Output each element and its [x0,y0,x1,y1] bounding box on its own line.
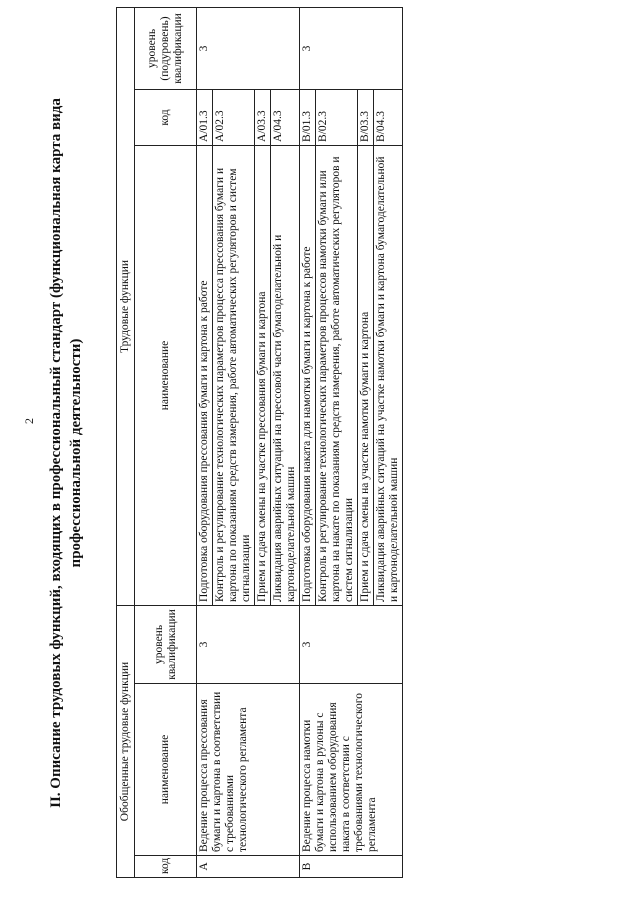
group-name: Ведение процесса прессования бумаги и картона в соответствии с требованиями технологического регламента [197,684,300,856]
generalized-functions-header: Обобщенные трудовые функции [117,605,135,877]
function-name: Ликвидация аварийных ситуаций на прессовой части бумагоделательной и картоноделательной машин [271,145,300,605]
function-name: Подготовка оборудования прессования бумаги и картона к работе [197,145,213,605]
code-header: код [135,856,197,878]
function-code-header: код [135,89,197,145]
group-code: A [197,856,300,878]
table-row [300,7,316,877]
heading-line-2: профессиональной деятельности) [68,338,84,568]
group-code: B [300,856,403,878]
function-code: B/01.3 [300,89,316,145]
function-sublevel: 3 [300,7,403,89]
functional-map-table [116,7,403,878]
function-code: B/04.3 [374,89,403,145]
function-name: Контроль и регулирование технологических параметров процессов намотки бумаги или картона на накате по показаниям средств измерения, работе автоматических регуляторов и систем сигнализации [316,145,358,605]
labor-functions-header: Трудовые функции [117,7,135,605]
table-row [197,7,213,877]
function-name: Ликвидация аварийных ситуаций на участке намотки бумаги и картона бумагоделательной и картоноделательной машин [374,145,403,605]
function-name: Прием и сдача смены на участке намотки бумаги и картона [358,145,374,605]
function-name: Прием и сдача смены на участке прессования бумаги и картона [255,145,271,605]
header-row-2 [135,7,197,877]
section-heading [18,13,98,893]
function-code: A/01.3 [197,89,213,145]
function-name: Подготовка оборудования наката для намотки бумаги и картона к работе [300,145,316,605]
function-code: B/02.3 [316,89,358,145]
page-number: 2 [22,418,36,424]
function-code: A/04.3 [271,89,300,145]
sublevel-header: уровень (подуровень) квалификации [135,7,197,89]
function-sublevel: 3 [197,7,300,89]
function-name: Контроль и регулирование технологических параметров процесса прессования бумаги и картона по показаниям средств измерения, работе автоматических регуляторов и систем сигнализации [213,145,255,605]
function-code: A/02.3 [213,89,255,145]
function-code: A/03.3 [255,89,271,145]
function-name-header: наименование [135,145,197,605]
name-header: наименование [135,684,197,856]
level-header: уровень квалификации [135,605,197,683]
group-level: 3 [300,605,403,683]
group-name: Ведение процесса намотки бумаги и картона в рулоны с использованием оборудования наката в соответствии с требованиями технологического регламента [300,684,403,856]
function-code: B/03.3 [358,89,374,145]
heading-line-1: II. Описание трудовых функций, входящих в профессиональный стандарт (функциональная карта вида [48,98,64,808]
header-row-1 [117,7,135,877]
group-level: 3 [197,605,300,683]
functional-map-table-wrapper [116,8,403,878]
